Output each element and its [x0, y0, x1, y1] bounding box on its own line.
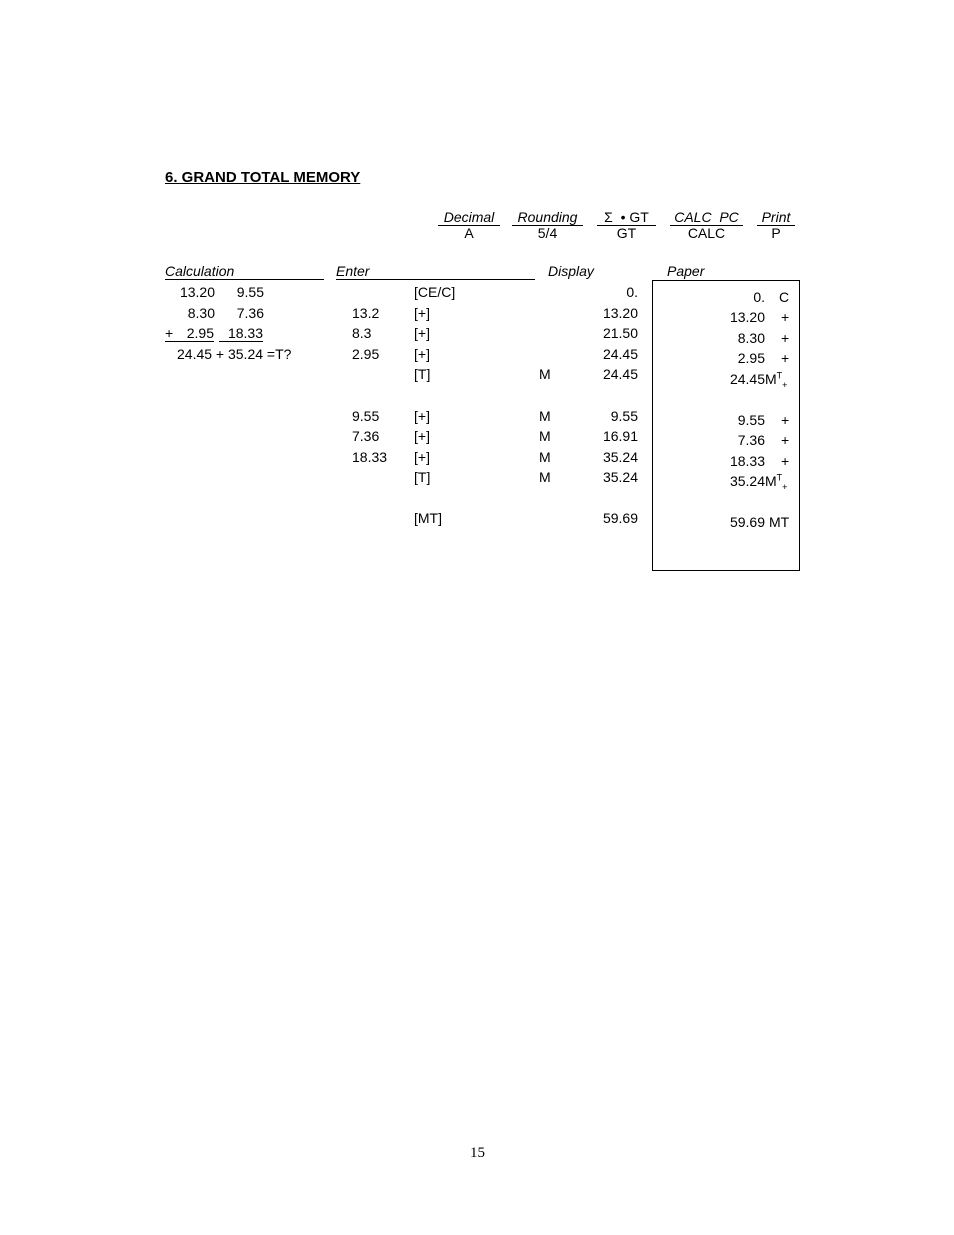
display-value: 9.55 [610, 408, 638, 424]
column-header-paper: Paper [667, 263, 705, 279]
setting-label-calc-pc: CALC PC [670, 209, 743, 226]
paper-value: 35.24 [729, 473, 765, 489]
column-header-calculation: Calculation [165, 263, 324, 280]
key-label: [MT] [414, 510, 442, 526]
calc-value: 18.33 [219, 325, 263, 342]
paper-symbol-text: MT [769, 514, 790, 530]
display-value: 35.24 [602, 469, 638, 485]
setting-label-decimal: Decimal [438, 209, 500, 226]
paper-symbol-text: M [765, 473, 777, 489]
key-label: [+] [414, 408, 430, 424]
display-value: 35.24 [602, 449, 638, 465]
paper-symbol [781, 412, 789, 428]
paper-symbol-text: + [781, 432, 790, 448]
paper-symbol-text: + [781, 330, 790, 346]
memory-indicator: M [539, 428, 551, 444]
entry-value: 8.3 [352, 325, 372, 341]
paper-symbol-text: + [781, 350, 790, 366]
entry-value: 7.36 [352, 428, 380, 444]
memory-indicator: M [539, 469, 551, 485]
paper-symbol [781, 432, 789, 448]
setting-label-gt: Σ • GT [597, 209, 656, 226]
calc-value: 8.30 [187, 305, 215, 321]
calc-value: 13.20 [179, 284, 215, 300]
paper-value: 8.30 [737, 330, 765, 346]
paper-value: 0. [753, 289, 765, 305]
paper-symbol [781, 453, 789, 469]
paper-symbol [781, 309, 789, 325]
calc-result: 24.45 + 35.24 =T? [177, 346, 292, 362]
display-value: 59.69 [602, 510, 638, 526]
memory-indicator: M [539, 366, 551, 382]
section-title: 6. GRAND TOTAL MEMORY [165, 169, 361, 186]
display-value: 24.45 [602, 346, 638, 362]
paper-symbol-text: + [781, 412, 790, 428]
paper-symbol [765, 370, 788, 390]
key-label: [+] [414, 325, 430, 341]
paper-symbol [781, 350, 789, 366]
paper-symbol-sub: + [782, 379, 788, 390]
paper-symbol-text: + [781, 309, 790, 325]
paper-value: 9.55 [737, 412, 765, 428]
calc-value: 7.36 [236, 305, 264, 321]
display-value: 0. [626, 284, 638, 300]
paper-symbol-text: M [765, 371, 777, 387]
memory-indicator: M [539, 408, 551, 424]
paper-symbol-sup: T [776, 370, 783, 381]
paper-symbol [779, 289, 789, 305]
calc-value: 2.95 [165, 325, 214, 342]
setting-value-decimal: A [464, 225, 474, 241]
setting-label-print: Print [757, 209, 795, 226]
setting-value-rounding: 5/4 [537, 225, 558, 241]
display-value: 16.91 [602, 428, 638, 444]
setting-value-gt: GT [616, 225, 637, 241]
paper-symbol-sup: T [776, 472, 783, 483]
key-label: [T] [414, 366, 431, 382]
setting-value-calc-pc: CALC [687, 225, 726, 241]
paper-value: 59.69 [729, 514, 765, 530]
setting-value-print: P [771, 225, 781, 241]
paper-symbol [781, 330, 789, 346]
entry-value: 18.33 [352, 449, 388, 465]
calc-operator: + [165, 325, 174, 341]
key-label: [CE/C] [414, 284, 456, 300]
paper-symbol [765, 472, 788, 492]
display-value: 13.20 [602, 305, 638, 321]
paper-symbol-text: + [781, 453, 790, 469]
memory-indicator: M [539, 449, 551, 465]
entry-value: 13.2 [352, 305, 380, 321]
key-label: [+] [414, 305, 430, 321]
display-value: 21.50 [602, 325, 638, 341]
key-label: [+] [414, 428, 430, 444]
key-label: [+] [414, 449, 430, 465]
paper-value: 18.33 [729, 453, 765, 469]
calc-value: 9.55 [236, 284, 264, 300]
paper-value: 2.95 [737, 350, 765, 366]
setting-label-rounding: Rounding [512, 209, 583, 226]
page-number: 15 [470, 1145, 485, 1161]
key-label: [T] [414, 469, 431, 485]
key-label: [+] [414, 346, 430, 362]
paper-value: 13.20 [729, 309, 765, 325]
display-value: 24.45 [602, 366, 638, 382]
entry-value: 9.55 [352, 408, 380, 424]
paper-value: 24.45 [729, 371, 765, 387]
entry-value: 2.95 [352, 346, 380, 362]
column-header-enter: Enter [336, 263, 535, 280]
column-header-display: Display [548, 263, 594, 279]
paper-symbol-sub: + [782, 481, 788, 492]
paper-symbol-text: C [779, 289, 790, 305]
paper-value: 7.36 [737, 432, 765, 448]
paper-symbol [769, 514, 789, 530]
